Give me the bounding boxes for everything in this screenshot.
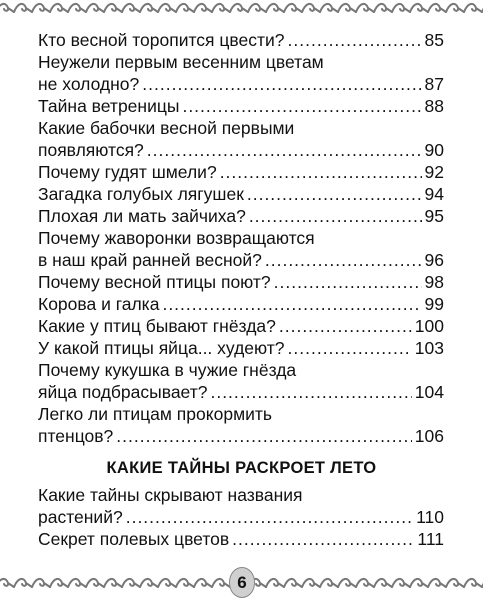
dot-leader [142, 73, 421, 95]
toc-entry-line [38, 139, 444, 161]
ornament-swirl [248, 4, 266, 12]
ornament-swirl [0, 579, 14, 587]
ornament-swirl [302, 579, 320, 587]
toc-entry-line [38, 506, 444, 528]
dot-leader [126, 506, 413, 528]
toc-page-number: 95 [424, 206, 444, 226]
toc-page-number: 90 [424, 140, 444, 160]
ornament-swirl [68, 4, 86, 12]
toc-entry-line [38, 51, 444, 73]
dot-leader [249, 205, 422, 227]
ornament-swirl [410, 579, 428, 587]
toc-page-number: 88 [424, 96, 444, 116]
ornament-swirl [86, 579, 104, 587]
toc-entry-line [38, 381, 444, 403]
toc-entry-line [38, 29, 444, 51]
toc-entry-line [38, 359, 444, 381]
dot-leader [288, 337, 412, 359]
toc-entry-line [38, 403, 444, 425]
ornament-swirl [230, 4, 248, 12]
ornament-swirl [446, 4, 464, 12]
ornament-swirl [14, 579, 32, 587]
toc-entry-title: в наш край ранней весной? [38, 250, 262, 270]
toc-entry-line [38, 293, 444, 315]
toc-entry-title: Какие у птиц бывают гнёзда? [38, 316, 276, 336]
section-table-of-contents [38, 484, 444, 550]
ornament-swirl [428, 579, 446, 587]
ornament-swirl [392, 4, 410, 12]
toc-entry-title: Легко ли птицам прокормить [38, 404, 273, 424]
ornament-swirl [320, 4, 338, 12]
toc-entry-title: Почему жаворонки возвращаются [38, 228, 315, 248]
toc-entry-line [38, 95, 444, 117]
toc-page-number: 99 [424, 294, 444, 314]
toc-page-number: 106 [414, 426, 444, 446]
ornament-swirl [464, 579, 482, 587]
toc-entry-line [38, 205, 444, 227]
toc-page-number: 85 [424, 30, 444, 50]
section-heading: КАКИЕ ТАЙНЫ РАСКРОЕТ ЛЕТО [106, 459, 377, 477]
ornament-swirl [104, 579, 122, 587]
toc-entry-line [38, 183, 444, 205]
ornament-swirl [194, 579, 212, 587]
toc-entry-title: Какие тайны скрывают названия [38, 485, 303, 505]
toc-entry-title: Кто весной торопится цвести? [38, 30, 285, 50]
toc-entry-line [38, 528, 444, 550]
ornament-swirl [50, 4, 68, 12]
ornament-swirl [266, 4, 284, 12]
toc-page-number: 94 [424, 184, 444, 204]
toc-page-number: 100 [414, 316, 444, 336]
ornament-swirl [446, 579, 464, 587]
toc-entry-title: Корова и галка [38, 294, 160, 314]
dot-leader [147, 139, 422, 161]
ornament-swirl [14, 4, 32, 12]
dot-leader [220, 161, 422, 183]
ornament-swirl [428, 4, 446, 12]
toc-entry-line [38, 337, 444, 359]
toc-entry-title: не холодно? [38, 74, 140, 94]
ornament-swirl [50, 579, 68, 587]
toc-entry-line [38, 249, 444, 271]
ornament-swirl [140, 579, 158, 587]
toc-entry-title: растений? [38, 507, 123, 527]
ornament-swirl [158, 579, 176, 587]
ornament-swirl [374, 4, 392, 12]
toc-entry-title: Тайна ветреницы [38, 96, 180, 116]
toc-entry-line [38, 425, 444, 447]
toc-entry-title: Загадка голубых лягушек [38, 184, 244, 204]
toc-entry-title: птенцов? [38, 426, 114, 446]
toc-entry-title: Какие бабочки весной первыми [38, 118, 295, 138]
dot-leader [274, 271, 422, 293]
ornament-swirl [68, 579, 86, 587]
toc-entry-title: Почему гудят шмели? [38, 162, 217, 182]
ornament-swirl [320, 579, 338, 587]
top-ornament-border [0, 0, 483, 16]
toc-page-number: 110 [416, 507, 444, 527]
dot-leader [247, 183, 422, 205]
ornament-swirl [122, 4, 140, 12]
ornament-swirl [284, 579, 302, 587]
table-of-contents [38, 29, 444, 447]
toc-page-number: 87 [424, 74, 444, 94]
dot-leader [182, 95, 421, 117]
ornament-swirl [374, 579, 392, 587]
toc-entry-title: Плохая ли мать зайчиха? [38, 206, 246, 226]
toc-entry-title: яйца подбрасывает? [38, 382, 208, 402]
ornament-swirl [392, 579, 410, 587]
dot-leader [279, 315, 412, 337]
ornament-swirl [212, 579, 230, 587]
toc-page-number: 96 [424, 250, 444, 270]
ornament-swirl [464, 4, 482, 12]
ornament-swirl [266, 579, 284, 587]
dot-leader [288, 29, 422, 51]
toc-entry-title: Почему весной птицы поют? [38, 272, 271, 292]
toc-entry-line [38, 161, 444, 183]
toc-page-number: 104 [414, 382, 444, 402]
ornament-swirl [86, 4, 104, 12]
toc-page-number: 111 [417, 529, 444, 549]
ornament-swirl [302, 4, 320, 12]
ornament-swirl [122, 579, 140, 587]
ornament-swirl [284, 4, 302, 12]
ornament-swirl [176, 4, 194, 12]
ornament-swirl [356, 4, 374, 12]
ornament-swirl [338, 579, 356, 587]
ornament-swirl [194, 4, 212, 12]
ornament-swirl [410, 4, 428, 12]
toc-entry-line [38, 315, 444, 337]
page-number-badge: 6 [229, 567, 255, 598]
ornament-swirl [158, 4, 176, 12]
dot-leader [162, 293, 421, 315]
ornament-swirl [0, 4, 14, 12]
toc-entry-line [38, 73, 444, 95]
toc-entry-title: Почему кукушка в чужие гнёзда [38, 360, 297, 380]
ornament-swirl [176, 579, 194, 587]
ornament-swirl [212, 4, 230, 12]
toc-entry-line [38, 117, 444, 139]
toc-entry-line [38, 484, 444, 506]
dot-leader [116, 425, 412, 447]
toc-page-number: 98 [424, 272, 444, 292]
toc-entry-title: Неужели первым весенним цветам [38, 52, 324, 72]
toc-entry-line [38, 271, 444, 293]
ornament-swirl [32, 579, 50, 587]
dot-leader [232, 528, 414, 550]
toc-entry-title: Секрет полевых цветов [38, 529, 230, 549]
toc-page-number: 103 [414, 338, 444, 358]
toc-entry-title: У какой птицы яйца... худеют? [38, 338, 285, 358]
ornament-swirl [140, 4, 158, 12]
toc-page-number: 92 [424, 162, 444, 182]
dot-leader [210, 381, 411, 403]
dot-leader [265, 249, 422, 271]
ornament-swirl [32, 4, 50, 12]
ornament-swirl [104, 4, 122, 12]
toc-entry-title: появляются? [38, 140, 144, 160]
ornament-swirl [338, 4, 356, 12]
ornament-swirl [356, 579, 374, 587]
toc-entry-line [38, 227, 444, 249]
